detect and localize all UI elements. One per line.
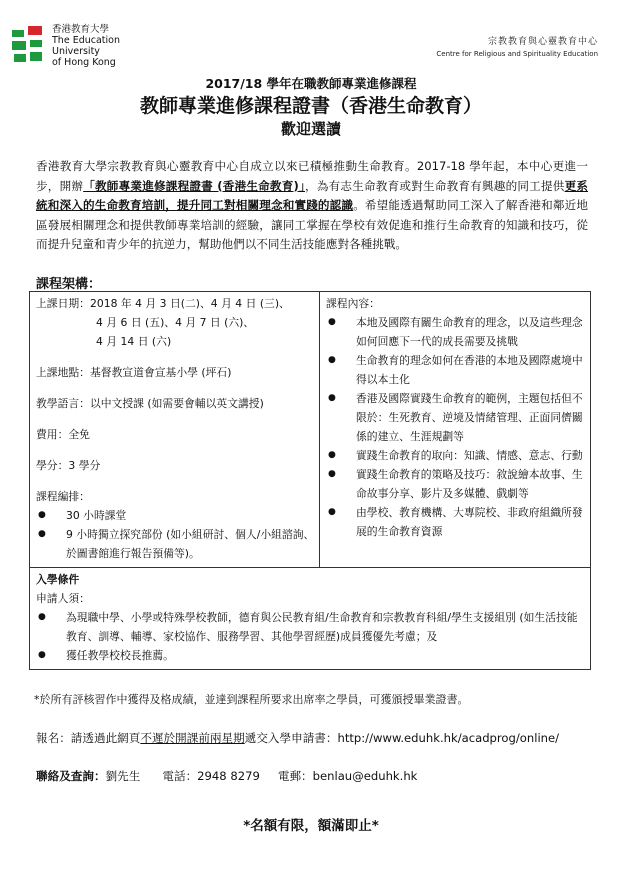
intro-text-1: 香港教育大學宗教教育與心靈教育中心自成立以來已積極推動生命教育。2017-18 學年起，本中心更進一步，開辦	[36, 159, 588, 193]
list-item: ● 實踐生命教育的取向：知識、情感、意志、行動	[326, 446, 586, 465]
list-item: ● 30 小時課堂	[36, 506, 315, 525]
venue-value: 基督教宣道會宣基小學 (坪石)	[89, 366, 232, 379]
date-line-1: 2018 年 4 月 3 日(二)、4 月 4 日 (三)、	[89, 297, 290, 310]
course-details-cell	[30, 292, 320, 568]
registration-line	[36, 730, 559, 746]
section-title-structure: 課程架構：	[36, 277, 102, 292]
registration-prefix: 報名：請透過此網頁	[36, 731, 141, 745]
registration-deadline: 不遲於開課前兩星期	[140, 731, 245, 745]
intro-highlight-certificate: 「教師專業進修課程證書 (香港生命教育)」	[83, 178, 306, 193]
centre-name-en: Centre for Religious and Spirituality Education	[436, 50, 598, 58]
course-structure-table	[29, 291, 591, 670]
fee-value: 全免	[68, 428, 90, 441]
list-item: ● 生命教育的理念如何在香港的本地及國際處境中得以本土化	[326, 351, 586, 389]
registration-url[interactable]: 遞交入學申請書：http://www.eduhk.hk/acadprog/online/	[244, 731, 560, 745]
arrangement-list	[36, 506, 315, 563]
programme-year-title: 2017/18 學年在職教師專業進修課程	[205, 76, 417, 91]
intro-text-2: ，為有志生命教育或對生命教育有興趣的同工提供	[305, 178, 565, 193]
language-label: 教學語言：	[36, 397, 90, 410]
list-item: ● 為現職中學、小學或特殊學校教師，德育與公民教育組/生命教育和宗教教育科組/學生支援組別 (如生活技能教育、訓導、輔導、家校協作、服務學習、其他學習經歷)成員獲優先考慮；及	[36, 608, 584, 646]
fee-label: 費用：	[36, 428, 69, 441]
credit-label: 學分：	[36, 459, 69, 472]
contact-email[interactable]: 電郵：benlau@eduhk.hk	[277, 769, 418, 783]
requirements-subtitle: 申請人須：	[36, 592, 90, 605]
arrangement-label: 課程編排：	[36, 490, 90, 503]
logo-name-zh: 香港教育大學	[52, 24, 110, 35]
intro-highlight-training: 更系統和深入的生命教育培訓，提升同工對相關理念和實踐的認識	[36, 178, 588, 212]
credit-value: 3 學分	[68, 459, 101, 472]
contact-label: 聯絡及查詢：	[36, 769, 106, 783]
date-line-2: 4 月 6 日 (五)、4 月 7 日 (六)、	[96, 316, 255, 329]
date-label: 上課日期：	[36, 297, 90, 310]
contact-phone: 電話：2948 8279	[162, 769, 260, 783]
quota-notice: *名額有限，額滿即止*	[243, 818, 379, 834]
course-content-cell	[320, 292, 591, 568]
intro-paragraph	[36, 157, 588, 255]
centre-logo	[408, 34, 598, 58]
centre-name-zh: 宗教教育與心靈教育中心	[487, 37, 598, 47]
contact-person: 劉先生	[105, 769, 141, 783]
requirements-list	[36, 608, 584, 665]
requirements-cell	[30, 568, 591, 670]
eduhk-logo	[10, 24, 160, 68]
list-item: ● 香港及國際實踐生命教育的範例，主題包括但不限於：生死教育、逆境及情緒管理、正面同儕關係的建立、生涯規劃等	[326, 389, 586, 446]
list-item: ● 由學校、教育機構、大專院校、非政府組織所發展的生命教育資源	[326, 503, 586, 541]
certificate-footnote: *於所有評核習作中獲得及格成績，並達到課程所要求出席率之學員，可獲頒授畢業證書。	[34, 693, 469, 706]
list-item: ● 9 小時獨立探究部份 (如小組研討、個人/小組諮詢、於圖書館進行報告預備等)。	[36, 525, 315, 563]
programme-title: 教師專業進修課程證書（香港生命教育）	[139, 95, 482, 117]
contact-line	[36, 768, 417, 784]
content-label: 課程內容：	[326, 297, 380, 310]
logo-name-en-1: The Education University	[52, 35, 120, 57]
requirements-title: 入學條件	[36, 573, 80, 586]
eduhk-logo-mark	[10, 26, 46, 66]
list-item: ● 本地及國際有關生命教育的理念，以及這些理念如何回應下一代的成長需要及挑戰	[326, 313, 586, 351]
date-line-3: 4 月 14 日 (六)	[96, 335, 172, 348]
language-value: 以中文授課 (如需要會輔以英文講授)	[89, 397, 264, 410]
welcome-heading: 歡迎選讀	[280, 120, 341, 138]
content-list	[326, 313, 586, 541]
venue-label: 上課地點：	[36, 366, 90, 379]
list-item: ● 實踐生命教育的策略及技巧：敘說繪本故事、生命故事分享、影片及多媒體、戲劇等	[326, 465, 586, 503]
intro-text-3: 。希望能透過幫助同工深入了解香港和鄰近地區發展相關理念和提供教師專業培訓的經驗，讓同工掌握在學校有效促進和推行生命教育的知識和技巧，從而提升兒童和青少年的抗逆力，幫助他們以不同生活技能應對各種挑戰。	[36, 198, 588, 251]
list-item: ● 獲任教學校校長推薦。	[36, 646, 584, 665]
logo-name-en-2: of Hong Kong	[52, 57, 116, 68]
